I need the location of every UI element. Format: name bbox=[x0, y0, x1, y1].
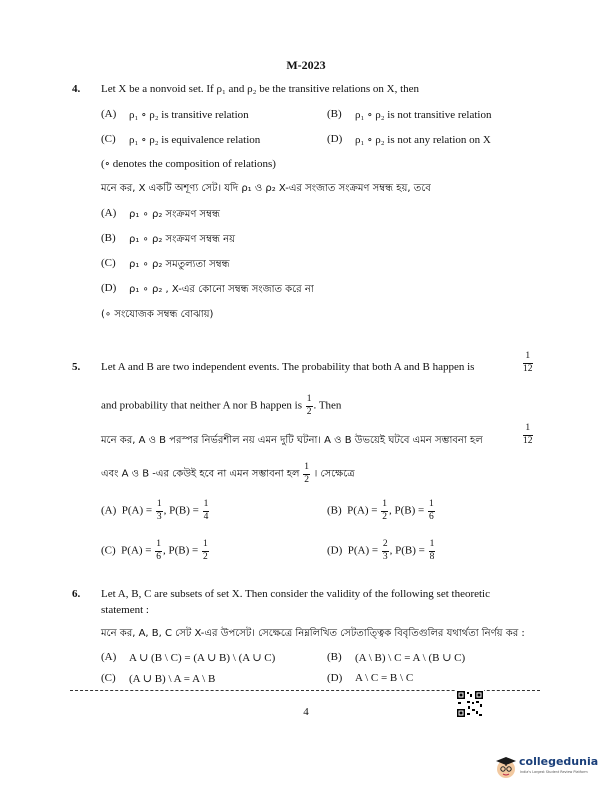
q4-option-d-label: (D) bbox=[327, 133, 343, 145]
q5-bn-line2-end: । সেক্ষেত্রে bbox=[313, 468, 355, 480]
q5-pa-den: 3 bbox=[382, 551, 388, 562]
q5-bengali-line1: মনে কর, A ও B পরস্পর নির্ভরশীল নয় এমন দুটি ঘটনা। A ও B উভয়েই ঘটবে এমন সম্ভাবনা হল bbox=[101, 435, 483, 446]
q5-bn-frac-both-num: 1 bbox=[523, 424, 533, 436]
q5-pa-num: 1 bbox=[381, 500, 388, 512]
q5-pa-text: P(A) = bbox=[347, 504, 378, 517]
q5-pa-den: 3 bbox=[156, 511, 162, 522]
q5-pa-num: 1 bbox=[155, 540, 162, 552]
q5-pb-num: 1 bbox=[203, 500, 210, 512]
q5-bn-frac-neither-den: 2 bbox=[304, 474, 309, 485]
q5-bn-line2-text: এবং A ও B -এর কেউই হবে না এমন সম্ভাবনা হল bbox=[101, 468, 300, 480]
q5-pa-text: P(A) = bbox=[121, 544, 152, 557]
q5-pa-text: P(A) = bbox=[121, 504, 153, 517]
q5-pb-text: , P(B) = bbox=[389, 504, 425, 517]
q6-line2: statement : bbox=[101, 604, 149, 616]
q5-line2-end: . Then bbox=[313, 399, 342, 412]
q6-option-a: A ∪ (B \ C) = (A ∪ B) \ (A ∪ C) bbox=[129, 652, 276, 664]
q5-pa-den: 2 bbox=[382, 511, 388, 522]
q5-pa-text: P(A) = bbox=[347, 544, 379, 557]
q4-bn-option-a-label: (A) bbox=[101, 207, 117, 219]
q5-option-b bbox=[327, 500, 436, 522]
q4-bn-option-b-label: (B) bbox=[101, 232, 116, 244]
q4-bn-option-b: ρ₁ ∘ ρ₂ সংক্রমণ সম্বন্ধ নয় bbox=[129, 234, 236, 245]
q5-frac-neither-den: 2 bbox=[306, 406, 312, 417]
graduate-logo-icon bbox=[494, 754, 518, 780]
q5-line2-text: and probability that neither A nor B happen is bbox=[101, 399, 303, 412]
q5-option-c bbox=[101, 540, 210, 562]
q5-pb-num: 1 bbox=[429, 540, 436, 552]
q5-bengali-line2 bbox=[101, 463, 355, 485]
collegedunia-logo-text[interactable]: collegedunia bbox=[519, 755, 599, 768]
q6-option-b-label: (B) bbox=[327, 651, 342, 663]
q5-bn-frac-both bbox=[522, 424, 534, 446]
q5-frac-both-den: 12 bbox=[523, 363, 533, 374]
q5-pa-num: 2 bbox=[382, 540, 389, 552]
q5-pa-num: 1 bbox=[156, 500, 163, 512]
q4-number: 4. bbox=[72, 83, 81, 95]
q5-pb-text: , P(B) = bbox=[389, 544, 425, 557]
q5-option-label: (B) bbox=[327, 504, 342, 517]
q5-number: 5. bbox=[72, 361, 81, 373]
q5-pb-den: 6 bbox=[429, 511, 434, 522]
q4-bn-option-c: ρ₁ ∘ ρ₂ সমতুল্যতা সম্বন্ধ bbox=[129, 259, 230, 270]
q5-pb-den: 2 bbox=[203, 551, 208, 562]
q5-option-label: (D) bbox=[327, 544, 343, 557]
q4-bn-option-a: ρ₁ ∘ ρ₂ সংক্রমণ সম্বন্ধ bbox=[129, 209, 220, 220]
q5-bn-frac-both-den: 12 bbox=[523, 435, 533, 446]
collegedunia-tagline: India's Largest Student Review Platform bbox=[520, 770, 588, 774]
q5-bn-frac-neither-num: 1 bbox=[303, 463, 310, 475]
qr-code-icon bbox=[456, 690, 484, 718]
q5-frac-both-num: 1 bbox=[523, 352, 533, 364]
q4-stem: Let X be a nonvoid set. If ρ₁ and ρ₂ be the transitive relations on X, then bbox=[101, 83, 420, 95]
q6-option-c-label: (C) bbox=[101, 672, 116, 684]
q5-option-label: (A) bbox=[101, 504, 117, 517]
exam-code-header: M-2023 bbox=[286, 58, 326, 72]
q4-bengali-note: (∘ সংযোজক সম্বন্ধ বোঝায়) bbox=[101, 309, 214, 320]
q6-option-d: A \ C = B \ C bbox=[355, 672, 414, 684]
q6-option-a-label: (A) bbox=[101, 651, 117, 663]
q4-bengali-stem: মনে কর, X একটি অশূণ্য সেট। যদি ρ₁ ও ρ₂ X-এর সংজাত সংক্রমণ সম্বন্ধ হয়, তবে bbox=[101, 183, 431, 194]
q4-option-d: ρ₁ ∘ ρ₂ is not any relation on X bbox=[355, 134, 491, 146]
q5-frac-neither-num: 1 bbox=[306, 395, 313, 407]
q4-option-c: ρ₁ ∘ ρ₂ is equivalence relation bbox=[129, 134, 261, 146]
q4-option-a: ρ₁ ∘ ρ₂ is transitive relation bbox=[129, 109, 249, 121]
q5-line1: Let A and B are two independent events. The probability that both A and B happen is bbox=[101, 361, 475, 373]
q5-pb-den: 8 bbox=[429, 551, 435, 562]
q5-pb-text: , P(B) = bbox=[163, 544, 199, 557]
q4-option-b-label: (B) bbox=[327, 108, 342, 120]
q6-option-d-label: (D) bbox=[327, 672, 343, 684]
q5-pb-text: , P(B) = bbox=[163, 504, 199, 517]
q4-bn-option-c-label: (C) bbox=[101, 257, 116, 269]
page-number: 4 bbox=[303, 706, 309, 718]
q6-option-c: (A ∪ B) \ A = A \ B bbox=[129, 673, 216, 685]
q5-option-a bbox=[101, 500, 210, 522]
q6-number: 6. bbox=[72, 588, 81, 600]
q4-option-c-label: (C) bbox=[101, 133, 116, 145]
q6-line1: Let A, B, C are subsets of set X. Then consider the validity of the following set theoretic bbox=[101, 588, 490, 600]
q4-option-b: ρ₁ ∘ ρ₂ is not transitive relation bbox=[355, 109, 492, 121]
q4-note: (∘ denotes the composition of relations) bbox=[101, 158, 276, 170]
q5-pb-num: 1 bbox=[202, 540, 209, 552]
q5-pb-den: 4 bbox=[203, 511, 209, 522]
q6-bengali-line: মনে কর, A, B, C সেট X-এর উপসেট। সেক্ষেত্রে নিম্নলিখিত সেটতাত্ত্বিক বিবৃতিগুলির যথার্থতা নির্ণয় কর : bbox=[101, 628, 525, 639]
q5-line2 bbox=[101, 395, 341, 417]
q4-option-a-label: (A) bbox=[101, 108, 117, 120]
q5-frac-both bbox=[522, 352, 534, 374]
q4-bn-option-d: ρ₁ ∘ ρ₂ , X-এর কোনো সম্বন্ধ সংজাত করে না bbox=[129, 284, 314, 295]
q5-pa-den: 6 bbox=[156, 551, 162, 562]
q4-bn-option-d-label: (D) bbox=[101, 282, 117, 294]
q6-option-b: (A \ B) \ C = A \ (B ∪ C) bbox=[355, 652, 466, 664]
q5-option-label: (C) bbox=[101, 544, 116, 557]
q5-pb-num: 1 bbox=[428, 500, 435, 512]
q5-option-d bbox=[327, 540, 436, 562]
